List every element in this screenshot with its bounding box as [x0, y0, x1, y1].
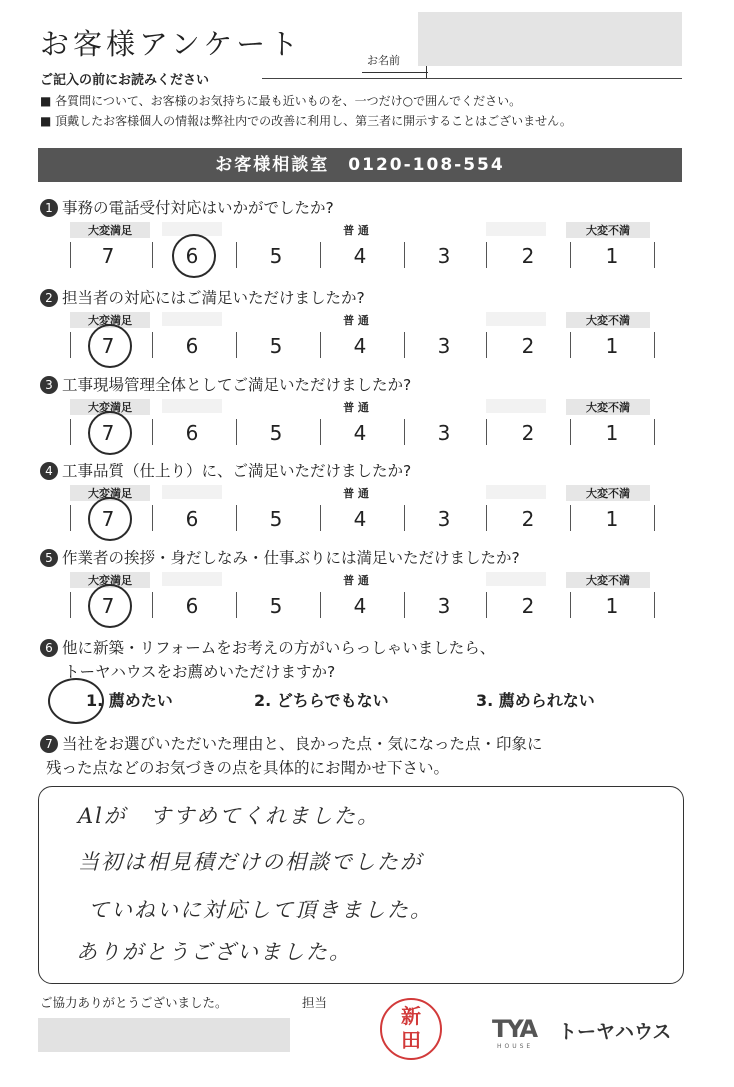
rating-option-2[interactable]: 2 — [521, 334, 535, 358]
handwritten-line-1: Alが すすめてくれました。 — [78, 804, 381, 828]
question-2 — [40, 286, 365, 308]
scale-shade — [486, 222, 546, 236]
rating-option-1[interactable]: 1 — [605, 244, 619, 268]
handwritten-line-4: ありがとうございました。 — [76, 940, 352, 964]
scale-divider — [236, 419, 237, 445]
note-line-2: ■ 頂戴したお客様個人の情報は弊社内での改善に利用し、第三者に開示することはございません。 — [40, 114, 572, 128]
rating-option-3[interactable]: 3 — [437, 421, 451, 445]
rating-option-4[interactable]: 4 — [353, 594, 367, 618]
name-stamp — [380, 998, 442, 1060]
scale-label-very-dissatisfied: 大変不満 — [566, 399, 650, 415]
company-logo-mark: TYA — [492, 1015, 537, 1043]
scale-divider — [236, 332, 237, 358]
scale-label-very-satisfied: 大変満足 — [70, 312, 150, 328]
scale-label-very-dissatisfied: 大変不満 — [566, 572, 650, 588]
scale-shade — [486, 572, 546, 586]
scale-shade — [486, 485, 546, 499]
scale-divider — [404, 419, 405, 445]
question-6-line2: トーヤハウスをお薦めいただけますか? — [64, 663, 336, 681]
question-number-badge: 7 — [40, 735, 58, 753]
scale-divider — [236, 242, 237, 268]
scale-divider — [654, 242, 655, 268]
scale-label-neutral: 普 通 — [343, 487, 369, 500]
selection-circle — [172, 234, 216, 278]
rating-scale — [66, 312, 656, 372]
rating-option-1[interactable]: 1 — [605, 507, 619, 531]
company-name: トーヤハウス — [558, 1021, 672, 1043]
scale-divider — [70, 242, 71, 268]
selection-circle — [88, 497, 132, 541]
selection-circle — [88, 411, 132, 455]
scale-divider — [486, 592, 487, 618]
scale-shade — [162, 312, 222, 326]
option-neutral[interactable]: 2. どちらでもない — [254, 691, 389, 710]
rating-option-7[interactable]: 7 — [101, 507, 115, 531]
scale-label-very-dissatisfied: 大変不満 — [566, 312, 650, 328]
option-not-recommend[interactable]: 3. 薦められない — [476, 691, 595, 710]
scale-divider — [70, 505, 71, 531]
question-number-badge: 2 — [40, 289, 58, 307]
thanks-message: ご協力ありがとうございました。 — [40, 995, 228, 1010]
scale-label-very-satisfied: 大変満足 — [70, 399, 150, 415]
name-underline — [362, 72, 428, 73]
rating-option-3[interactable]: 3 — [437, 244, 451, 268]
name-field-redacted — [418, 12, 682, 66]
name-field-label: お名前 — [367, 54, 400, 67]
question-text: 工事現場管理全体としてご満足いただけましたか? — [62, 376, 412, 394]
question-text: 作業者の挨拶・身だしなみ・仕事ぶりには満足いただけましたか? — [62, 549, 520, 567]
scale-divider — [152, 242, 153, 268]
rating-option-3[interactable]: 3 — [437, 334, 451, 358]
scale-label-neutral: 普 通 — [343, 574, 369, 587]
handwritten-line-2: 当初は相見積だけの相談でしたが — [78, 850, 423, 874]
rating-option-5[interactable]: 5 — [269, 421, 283, 445]
scale-shade — [162, 399, 222, 413]
option-recommend[interactable]: 1. 薦めたい — [86, 691, 173, 710]
scale-divider — [570, 419, 571, 445]
question-number-badge: 5 — [40, 549, 58, 567]
scale-divider — [320, 332, 321, 358]
question-text: 工事品質（仕上り）に、ご満足いただけましたか? — [62, 462, 412, 480]
scale-divider — [654, 419, 655, 445]
rating-option-5[interactable]: 5 — [269, 244, 283, 268]
scale-label-very-dissatisfied: 大変不満 — [566, 485, 650, 501]
rating-option-4[interactable]: 4 — [353, 507, 367, 531]
question-number-badge: 1 — [40, 199, 58, 217]
question-number-badge: 3 — [40, 376, 58, 394]
question-7-line2: 残った点などのお気づきの点を具体的にお聞かせ下さい。 — [46, 759, 450, 777]
scale-divider — [152, 592, 153, 618]
scale-divider — [320, 419, 321, 445]
rating-option-4[interactable]: 4 — [353, 244, 367, 268]
scale-divider — [320, 242, 321, 268]
rating-option-7[interactable]: 7 — [101, 421, 115, 445]
scale-divider — [570, 332, 571, 358]
rating-option-5[interactable]: 5 — [269, 594, 283, 618]
scale-shade — [486, 399, 546, 413]
question-text: 担当者の対応にはご満足いただけましたか? — [62, 289, 365, 307]
rating-option-2[interactable]: 2 — [521, 421, 535, 445]
rating-option-4[interactable]: 4 — [353, 421, 367, 445]
scale-label-very-satisfied: 大変満足 — [70, 222, 150, 238]
scale-divider — [654, 332, 655, 358]
question-text: 当社をお選びいただいた理由と、良かった点・気になった点・印象に — [62, 735, 543, 753]
scale-divider — [404, 242, 405, 268]
scale-divider — [152, 332, 153, 358]
scale-divider — [654, 505, 655, 531]
scale-divider — [486, 332, 487, 358]
question-number-badge: 4 — [40, 462, 58, 480]
scale-label-very-satisfied: 大変満足 — [70, 572, 150, 588]
rating-option-1[interactable]: 1 — [605, 421, 619, 445]
question-number-badge: 6 — [40, 639, 58, 657]
scale-divider — [152, 419, 153, 445]
scale-divider — [70, 592, 71, 618]
rating-option-6[interactable]: 6 — [185, 421, 199, 445]
scale-label-very-satisfied: 大変満足 — [70, 485, 150, 501]
scale-divider — [236, 505, 237, 531]
rating-option-3[interactable]: 3 — [437, 594, 451, 618]
scale-divider — [236, 592, 237, 618]
scale-divider — [486, 419, 487, 445]
selection-circle — [48, 678, 104, 724]
rating-option-6[interactable]: 6 — [185, 594, 199, 618]
rating-scale — [66, 222, 656, 282]
scale-divider — [570, 505, 571, 531]
scale-divider — [404, 505, 405, 531]
selection-circle — [88, 584, 132, 628]
scale-divider — [404, 332, 405, 358]
question-5 — [40, 546, 520, 568]
question-1 — [40, 196, 334, 218]
question-text: 他に新築・リフォームをお考えの方がいらっしゃいましたら、 — [62, 639, 496, 657]
scale-label-neutral: 普 通 — [343, 401, 369, 414]
rating-option-5[interactable]: 5 — [269, 507, 283, 531]
contact-banner: お客様相談室 0120-108-554 — [38, 148, 682, 182]
question-text: 事務の電話受付対応はいかがでしたか? — [62, 199, 334, 217]
scale-label-neutral: 普 通 — [343, 224, 369, 237]
rating-option-3[interactable]: 3 — [437, 507, 451, 531]
rating-option-6[interactable]: 6 — [185, 507, 199, 531]
rating-option-7[interactable]: 7 — [101, 244, 115, 268]
stamp-text: 新田 — [401, 1004, 421, 1052]
rating-scale — [66, 485, 656, 545]
scale-divider — [320, 592, 321, 618]
intro-rule — [262, 78, 682, 79]
scale-divider — [570, 592, 571, 618]
scale-divider — [320, 505, 321, 531]
question-4 — [40, 459, 411, 481]
rating-option-1[interactable]: 1 — [605, 334, 619, 358]
rating-option-6[interactable]: 6 — [185, 334, 199, 358]
scale-divider — [70, 332, 71, 358]
rating-option-1[interactable]: 1 — [605, 594, 619, 618]
scale-divider — [152, 505, 153, 531]
note-line-1: ■ 各質問について、お客様のお気持ちに最も近いものを、一つだけ○で囲んでください。 — [40, 94, 522, 108]
question-7 — [40, 732, 543, 754]
rating-option-7[interactable]: 7 — [101, 334, 115, 358]
rating-option-2[interactable]: 2 — [521, 507, 535, 531]
scale-divider — [486, 242, 487, 268]
rating-scale — [66, 572, 656, 632]
scale-label-neutral: 普 通 — [343, 314, 369, 327]
name-tick — [426, 66, 427, 78]
company-logo-sub: HOUSE — [497, 1043, 534, 1050]
survey-title: お客様アンケート — [40, 27, 303, 61]
scale-label-very-dissatisfied: 大変不満 — [566, 222, 650, 238]
staff-label: 担当 — [302, 995, 328, 1010]
handwritten-line-3: ていねいに対応して頂きました。 — [88, 898, 433, 922]
scale-divider — [404, 592, 405, 618]
selection-circle — [88, 324, 132, 368]
rating-option-2[interactable]: 2 — [521, 244, 535, 268]
scale-divider — [570, 242, 571, 268]
scale-shade — [162, 572, 222, 586]
rating-scale — [66, 399, 656, 459]
rating-option-2[interactable]: 2 — [521, 594, 535, 618]
question-6 — [40, 636, 495, 658]
scale-shade — [486, 312, 546, 326]
rating-option-7[interactable]: 7 — [101, 594, 115, 618]
rating-option-6[interactable]: 6 — [185, 244, 199, 268]
staff-field-redacted — [38, 1018, 290, 1052]
scale-shade — [162, 485, 222, 499]
scale-divider — [486, 505, 487, 531]
intro-heading: ご記入の前にお読みください — [40, 73, 210, 88]
rating-option-5[interactable]: 5 — [269, 334, 283, 358]
scale-divider — [654, 592, 655, 618]
question-3 — [40, 373, 411, 395]
scale-divider — [70, 419, 71, 445]
rating-option-4[interactable]: 4 — [353, 334, 367, 358]
